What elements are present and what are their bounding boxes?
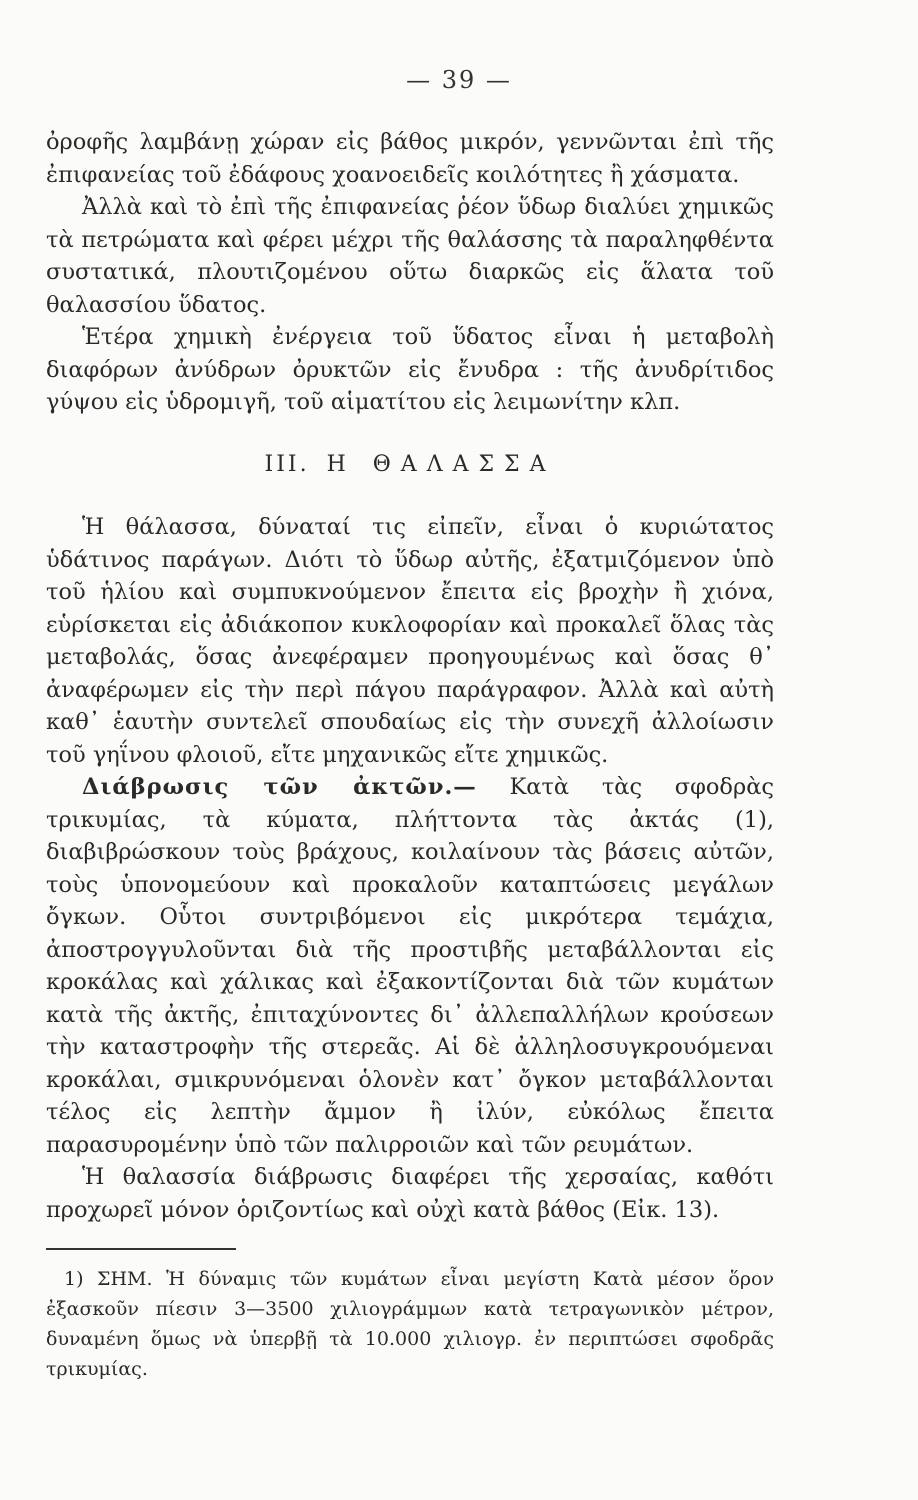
section-heading <box>46 449 774 482</box>
footnote-divider <box>46 1248 236 1250</box>
paragraph-continuation: ὀροφῆς λαμβάνῃ χώραν εἰς βάθος μικρόν, γεννῶνται ἐπὶ τῆς ἐπιφανείας τοῦ ἐδάφους χοανοειδεῖς κοιλότητες ἢ χάσματα. <box>46 129 774 188</box>
paragraph-sea: Ἡ θάλασσα, δύναταί τις εἰπεῖν, εἶναι ὁ κυριώτατος ὑδάτινος παράγων. Διότι τὸ ὕδωρ αὐτῆς, ἐξατμιζόμενον ὑπὸ τοῦ ἡλίου καὶ συμπυκνούμενον ἔπειτα εἰς βροχὴν ἢ χιόνα, εὑρίσκεται εἰς ἀδιάκοπον κυκλοφορίαν καὶ προκαλεῖ ὅλας τὰς μεταβολάς, ὅσας ἀνεφέραμεν προηγουμένως καὶ ὅσας θ᾽ ἀναφέρωμεν εἰς τὴν περὶ πάγου παράγραφον. Ἀλλὰ καὶ αὐτὴ καθ᾽ ἑαυτὴν συντελεῖ σπουδαίως εἰς τὴν συνεχῆ ἀλλοίωσιν τοῦ γηΐνου φλοιοῦ, εἴτε μηχανικῶς εἴτε χημικῶς. <box>46 514 774 768</box>
paragraph-coast-erosion <box>46 771 774 1161</box>
subsection-title: Διάβρωσις τῶν ἀκτῶν.— <box>82 774 477 800</box>
paragraph-chemical-action: Ἑτέρα χημικὴ ἐνέργεια τοῦ ὕδατος εἶναι ἡ μεταβολὴ διαφόρων ἀνύδρων ὀρυκτῶν εἰς ἔνυδρα : τῆς ἀνυδρίτιδος γύψου εἰς ὑδρομιγῆ, τοῦ αἱματίτου εἰς λειμωνίτην κλπ. <box>46 324 774 415</box>
paragraph-chemical-dissolution: Ἀλλὰ καὶ τὸ ἐπὶ τῆς ἐπιφανείας ῥέον ὕδωρ διαλύει χημικῶς τὰ πετρώματα καὶ φέρει μέχρι τῆς θαλάσσης τὰ παραληφθέντα συστατικά, πλουτιζομένου οὕτω διαρκῶς εἰς ἅλατα τοῦ θαλασσίου ὕδατος. <box>46 194 774 318</box>
section-numeral: ΙΙΙ. <box>264 451 310 477</box>
body-text <box>46 126 774 1384</box>
section-title: Η ΘΑΛΑΣΣΑ <box>326 451 556 477</box>
page-number: — 39 — <box>406 66 512 94</box>
subsection-text: Κατὰ τὰς σφοδρὰς τρικυμίας, τὰ κύματα, πλήττοντα τὰς ἀκτάς (1), διαβιβρώσκουν τοὺς βράχους, κοιλαίνουν τὰς βάσεις αὐτῶν, τοὺς ὑπονομεύουν καὶ προκαλοῦν καταπτώσεις μεγάλων ὄγκων. Οὗτοι συντριβόμενοι εἰς μικρότερα τεμάχια, ἀποστρογγυλοῦνται διὰ τῆς προστιβῆς μεταβάλλονται εἰς κροκάλας καὶ χάλικας καὶ ἐξακοντίζονται διὰ τῶν κυμάτων κατὰ τῆς ἀκτῆς, ἐπιταχύνοντες δι᾽ ἀλλεπαλλήλων κρούσεων τὴν καταστροφὴν τῆς στερεᾶς. Αἱ δὲ ἀλληλοσυγκρουόμεναι κροκάλαι, σμικρυνόμεναι ὁλονὲν κατ᾽ ὄγκον μεταβάλλονται τέλος εἰς λεπτὴν ἄμμον ἢ ἰλύν, εὐκόλως ἔπειτα παρασυρομένην ὑπὸ τῶν παλιρροιῶν καὶ τῶν ρευμάτων. <box>46 774 774 1158</box>
footnote: 1) ΣΗΜ. Ἡ δύναμις τῶν κυμάτων εἶναι μεγίστη Κατὰ μέσον ὅρον ἐξασκοῦν πίεσιν 3—3500 χιλιογράμμων κατὰ τετραγωνικὸν μέτρον, δυναμένη ὅμως νὰ ὑπερβῇ τὰ 10.000 χιλιογρ. ἐν περιπτώσει σφοδρᾶς τρικυμίας. <box>46 1268 774 1380</box>
paragraph-closing: Ἡ θαλασσία διάβρωσις διαφέρει τῆς χερσαίας, καθότι προχωρεῖ μόνον ὁριζοντίως καὶ οὐχὶ κατὰ βάθος (Εἰκ. 13). <box>46 1164 774 1223</box>
